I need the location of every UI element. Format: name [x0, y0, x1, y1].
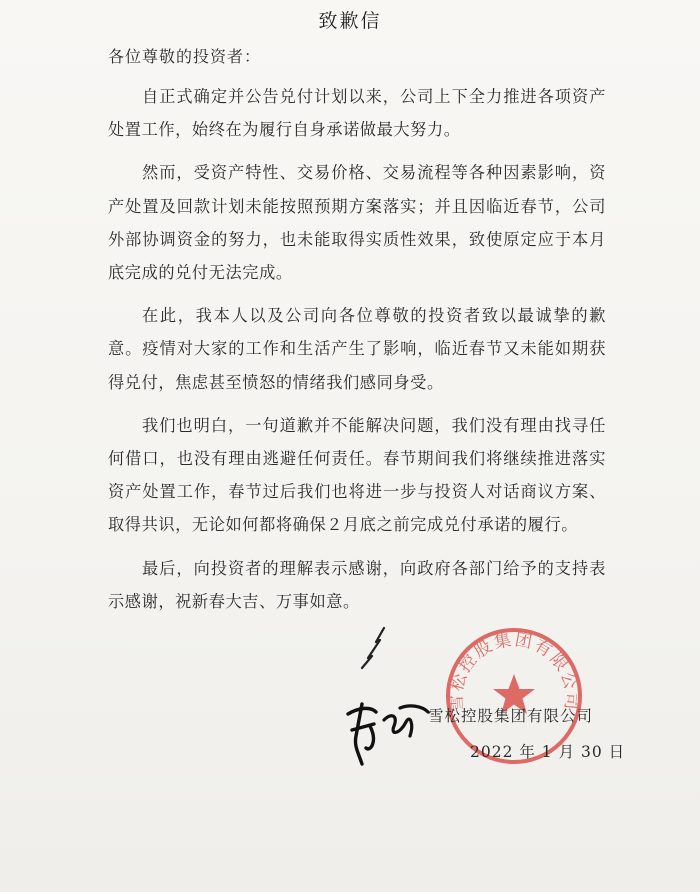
paragraph-1: 自正式确定并公告兑付计划以来，公司上下全力推进各项资产处置工作，始终在为履行自身承诺做最大努力。 [108, 87, 606, 140]
paragraph-4: 我们也明白，一句道歉并不能解决问题，我们没有理由找寻任何借口，也没有理由逃避任何责任。春节期间我们将继续推进落实资产处置工作，春节过后我们也将进一步与投资人对话商议方案、取得共识，无论如何都将确保２月底之前完成兑付承诺的履行。 [108, 415, 606, 535]
pen-mark-icon [354, 624, 390, 670]
document-title: 致歉信 [318, 10, 382, 32]
letter-body [108, 80, 606, 624]
svg-text:雪松控股集团有限公司: 雪松控股集团有限公司 [446, 630, 582, 713]
paragraph-2: 然而，受资产特性、交易价格、交易流程等各种因素影响，资产处置及回款计划未能按照预期方案落实；并且因临近春节，公司外部协调资金的努力，也未能取得实质性效果，致使原定应于本月底完成的兑付无法完成。 [108, 163, 606, 283]
paragraph-3: 在此，我本人以及公司向各位尊敬的投资者致以最诚挚的歉意。疫情对大家的工作和生活产生了影响，临近春节又未能如期获得兑付，焦虑甚至愤怒的情绪我们感同身受。 [108, 306, 606, 392]
salutation: 各位尊敬的投资者： [108, 47, 262, 66]
handwritten-signature [340, 690, 435, 770]
company-name: 雪松控股集团有限公司 [428, 707, 594, 725]
paragraph-5: 最后，向投资者的理解表示感谢，向政府各部门给予的支持表示感谢，祝新春大吉、万事如意。 [108, 558, 606, 611]
signing-date: 2022 年 1 月 30 日 [470, 743, 626, 761]
